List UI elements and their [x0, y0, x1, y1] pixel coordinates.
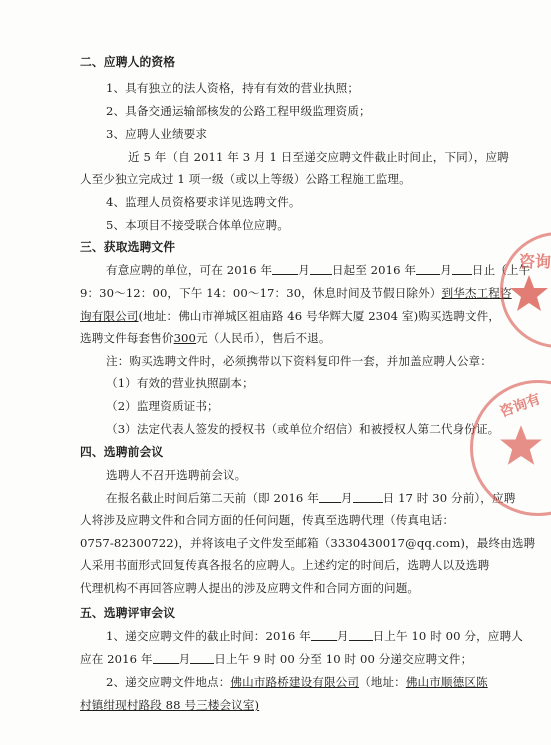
qualification-item-5: 5、本项目不接受联合体单位应聘。: [106, 218, 289, 232]
company-seal-lower: 咨询有: [470, 380, 551, 516]
pre-meeting-line-4: 人采用书面形式回复传真各报名的应聘人。上述约定的时间后，选聘人以及选聘: [80, 558, 490, 572]
blank-field: [452, 262, 472, 275]
obtain-line-3: 询有限公司(地址：佛山市禅城区祖庙路 46 号华辉大厦 2304 室)购买选聘文件，: [80, 309, 501, 323]
qualification-item-1: 1、具有独立的法人资格，持有有效的营业执照；: [106, 81, 360, 95]
performance-requirement-line-2: 人至少独立完成过 1 项一级（或以上等级）公路工程施工监理。: [80, 172, 411, 186]
review-line-2: 应在 2016 年 月 日上午 9 时 00 分至 10 时 00 分递交应聘文件；: [80, 652, 473, 666]
blank-field: [190, 651, 214, 664]
review-line-4: 村镇绀现村路段 88 号三楼会议室): [80, 698, 260, 712]
review-line-3: 2、递交应聘文件地点：佛山市路桥建设有限公司（地址：佛山市顺德区陈: [106, 675, 488, 689]
blank-field: [310, 262, 332, 275]
qualification-item-3: 3、应聘人业绩要求: [106, 127, 208, 141]
section-heading-qualifications: 二、应聘人的资格: [80, 55, 176, 69]
obtain-line-4: 选聘文件每套售价300元（人民币），售后不退。: [80, 331, 331, 345]
pre-meeting-line-5: 代理机构不再回答应聘人提出的涉及应聘文件和合同方面的问题。: [80, 581, 420, 595]
review-line-1: 1、递交应聘文件的截止时间：2016 年 月 日上午 10 时 00 分，应聘人: [106, 629, 523, 643]
pre-meeting-line-3: 0757-82300722)，并将该电子文件发至邮箱（3330430017@qq.com)，最终由选聘: [80, 536, 536, 550]
blank-field: [349, 628, 373, 641]
obtain-line-2: 9：30～12：00，下午 14：00～17：30，休息时间及节假日除外）到华杰工程咨: [80, 286, 512, 300]
blank-field: [353, 490, 383, 503]
seal-star-icon: [499, 423, 543, 467]
blank-field: [153, 651, 179, 664]
pre-meeting-line-1: 在报名截止时间后第二天前（即 2016 年 月 日 17 时 30 分前），应聘: [106, 491, 516, 505]
section-heading-review-meeting: 五、选聘评审会议: [80, 606, 176, 620]
blank-field: [311, 628, 337, 641]
qualification-item-4: 4、监理人员资格要求详见选聘文件。: [106, 195, 301, 209]
section-heading-obtain-documents: 三、获取选聘文件: [80, 240, 176, 254]
company-seal-upper: 咨询: [500, 232, 551, 348]
qualification-item-2: 2、具备交通运输部核发的公路工程甲级监理资质；: [106, 104, 371, 118]
performance-requirement-line-1: 近 5 年（自 2011 年 3 月 1 日至递交应聘文件截止时间止，下同），应聘: [128, 150, 509, 164]
note-item-1: （1）有效的营业执照副本；: [106, 376, 254, 390]
pre-meeting-line-2: 人将涉及应聘文件和合同方面的任何问题，传真至选聘代理（传真电话：: [80, 513, 455, 527]
section-heading-pre-meeting: 四、选聘前会议: [80, 445, 164, 459]
note-item-2: （2）监理资质证书；: [106, 399, 219, 413]
purchase-note: 注：购买选聘文件时，必须携带以下资料复印件一套，并加盖应聘人公章：: [106, 354, 492, 368]
seal-star-icon: [509, 273, 549, 313]
blank-field: [416, 262, 440, 275]
pre-meeting-statement: 选聘人不召开选聘前会议。: [106, 468, 247, 482]
note-item-3: （3）法定代表人签发的授权书（或单位介绍信）和被授权人第二代身份证。: [106, 422, 500, 436]
blank-field: [272, 262, 298, 275]
blank-field: [319, 490, 341, 503]
obtain-line-1: 有意应聘的单位，可在 2016 年 月 日起至 2016 年 月 日止（上午: [106, 263, 531, 277]
